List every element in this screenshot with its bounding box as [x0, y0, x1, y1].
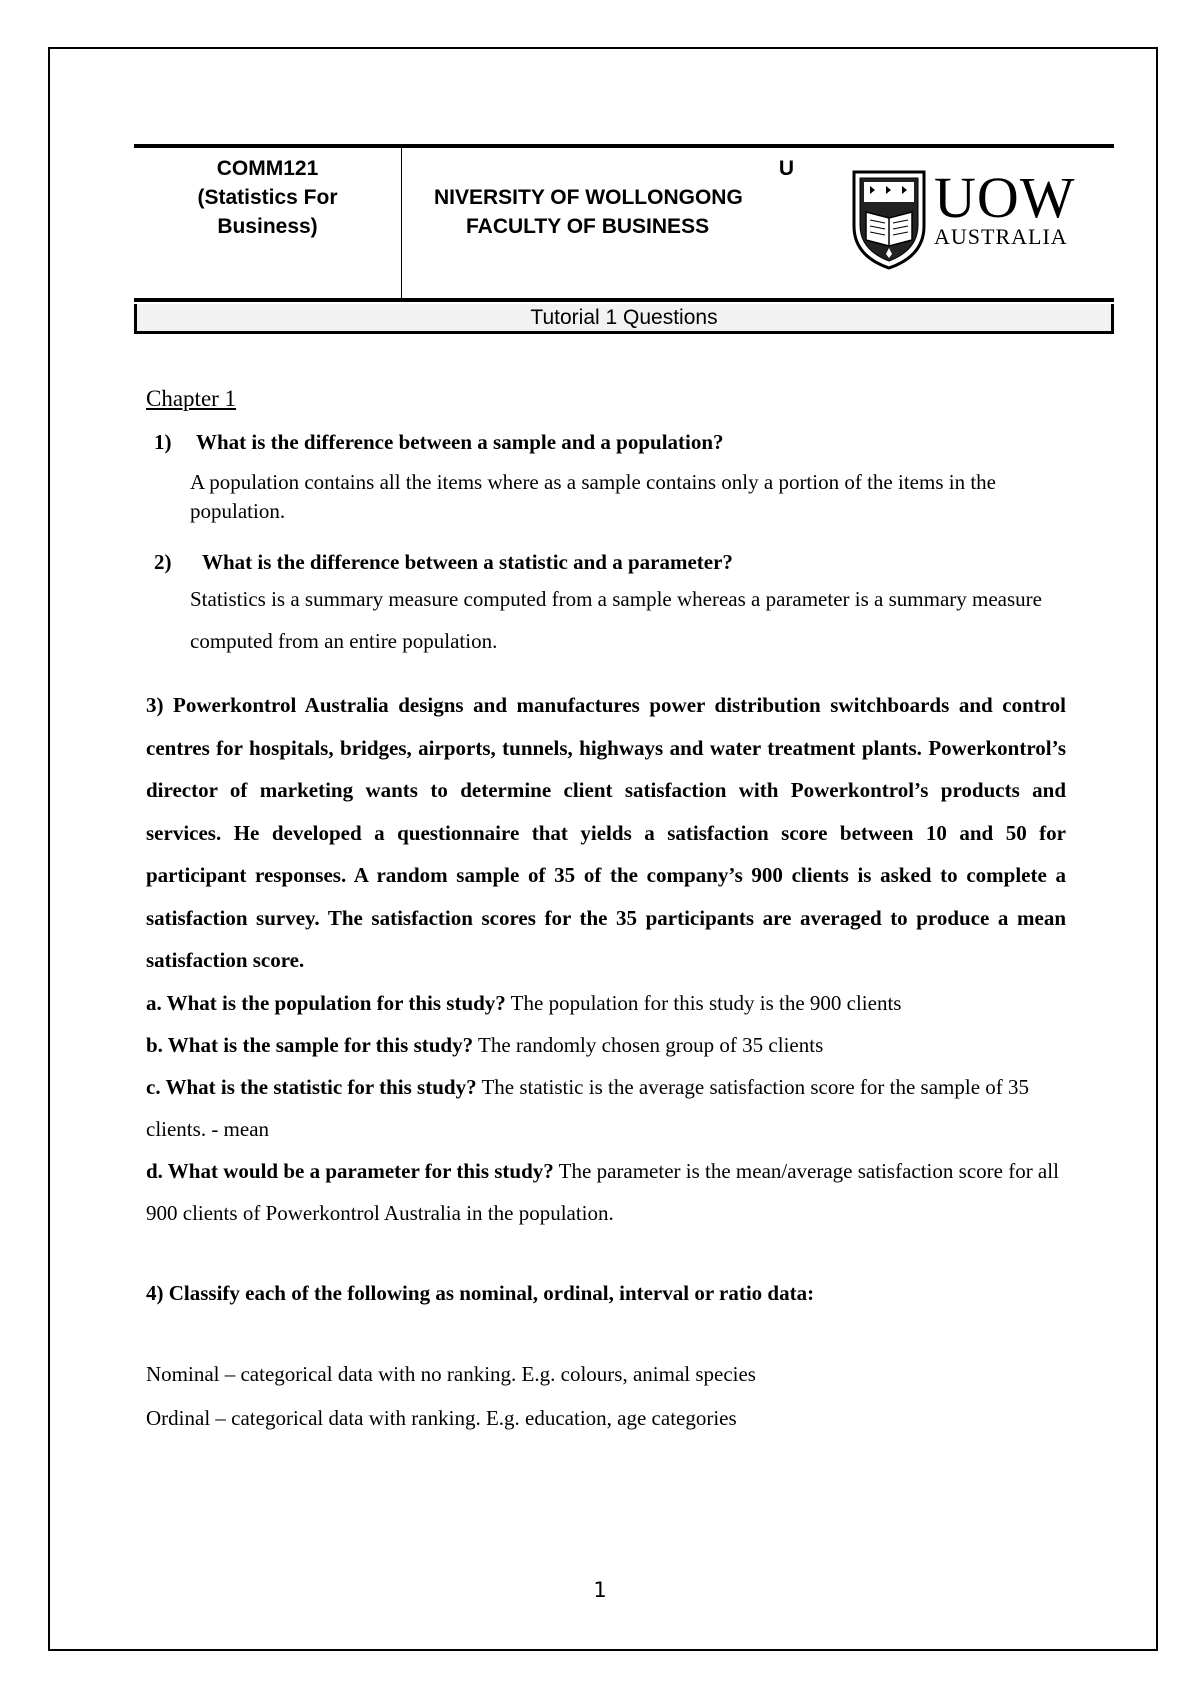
tutorial-title: Tutorial 1 Questions [134, 304, 1114, 334]
question-1-number: 1) [154, 430, 172, 454]
header-divider [401, 148, 402, 298]
logo-wordmark [934, 165, 1076, 249]
answer-2: Statistics is a summary measure computed from a sample whereas a parameter is a summary measure computed from an entire population. [190, 587, 1042, 653]
answer-3c: The statistic is the average satisfaction score for the sample of 35 clients. - mean [146, 1074, 1030, 1141]
course-name-line1: (Statistics For [197, 186, 338, 209]
question-3a-text: a. What is the population for this study? [146, 990, 506, 1015]
question-3d [146, 1150, 1066, 1234]
question-3b [146, 1024, 1066, 1066]
question-3b-text: b. What is the sample for this study? [146, 1032, 474, 1057]
nominal-definition: Nominal – categorical data with no ranking. E.g. colours, animal species [146, 1361, 756, 1386]
chapter-heading: Chapter 1 [146, 386, 237, 411]
question-1-text: What is the difference between a sample and a population? [196, 430, 724, 454]
answer-3d: The parameter is the mean/average satisfaction score for all 900 clients of Powerkontrol Australia in the population. [146, 1158, 1059, 1225]
question-3c [146, 1066, 1066, 1150]
question-2-number: 2) [154, 550, 172, 574]
logo-sub-text: AUSTRALIA [934, 224, 1068, 249]
course-title [134, 154, 401, 241]
university-line2: NIVERSITY OF WOLLONGONG [434, 186, 743, 209]
question-3d-text: d. What would be a parameter for this study? [146, 1158, 554, 1183]
question-4-text: 4) Classify each of the following as nominal, ordinal, interval or ratio data: [146, 1280, 815, 1305]
question-3-text: 3) Powerkontrol Australia designs and manufactures power distribution switchboards and control centres for hospitals, bridges, airports, tunnels, highways and water treatment plants. Powerkontrol’s director of marketing wants to determine client satisfaction with Powerkontrol’s products and services. He developed a questionnaire that yields a satisfaction score between 10 and 50 for participant responses. A random sample of 35 of the company’s 900 clients is asked to complete a satisfaction survey. The satisfaction scores for the 35 participants are averaged to produce a mean satisfaction score. [146, 693, 1066, 972]
question-2 [146, 548, 1066, 576]
uow-logo [850, 165, 1090, 272]
question-3c-text: c. What is the statistic for this study? [146, 1074, 477, 1099]
faculty-line: FACULTY OF BUSINESS [466, 215, 710, 238]
header-table [134, 144, 1114, 302]
answer-1: A population contains all the items where as a sample contains only a portion of the items in the population. [190, 470, 996, 523]
course-name-line2: Business) [217, 215, 318, 238]
page-number: 1 [593, 1578, 607, 1602]
question-3a [146, 982, 1066, 1024]
question-1 [146, 428, 1066, 456]
logo-main-text: UOW [934, 165, 1076, 230]
course-code: COMM121 [216, 157, 319, 180]
document-body [146, 384, 1066, 1440]
question-2-text: What is the difference between a statistic and a parameter? [202, 550, 733, 574]
university-title [434, 154, 794, 241]
answer-3a: The population for this study is the 900 clients [505, 990, 902, 1015]
answer-3b: The randomly chosen group of 35 clients [473, 1032, 824, 1057]
ordinal-definition: Ordinal – categorical data with ranking. E.g. education, age categories [146, 1405, 737, 1430]
uow-crest-icon [850, 168, 928, 272]
university-line1: U [778, 157, 794, 180]
